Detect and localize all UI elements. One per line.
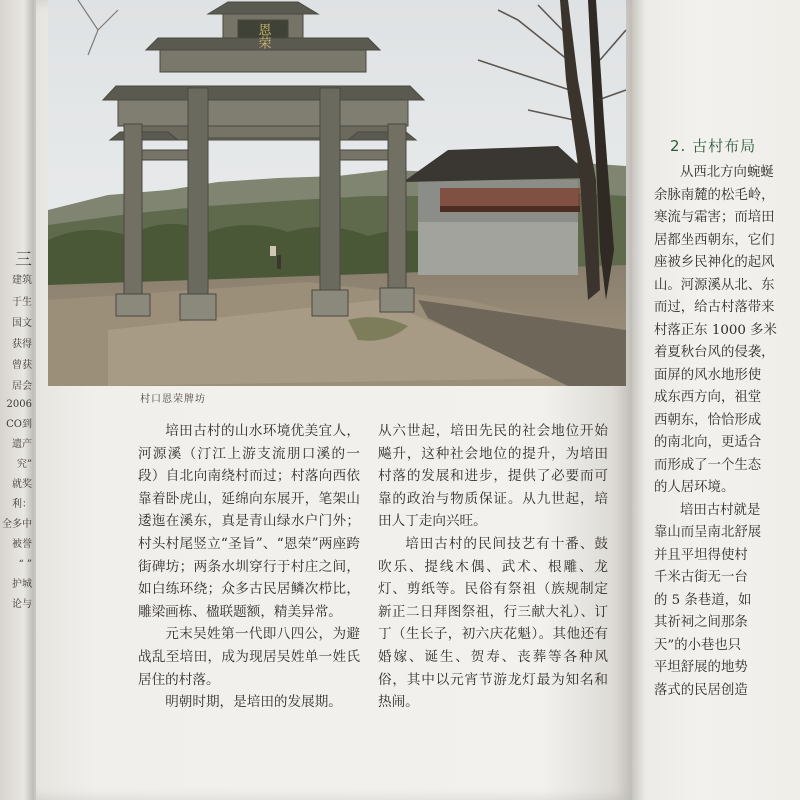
left-page-edge bbox=[0, 0, 34, 800]
left-page-fragment: “ ” bbox=[18, 559, 32, 570]
right-page-line: 村落正东 1000 多米 bbox=[654, 322, 777, 338]
right-page-line: 的人居环境。 bbox=[654, 480, 735, 495]
left-page-fragment: 论与 bbox=[12, 599, 32, 610]
paragraph-folk-arts: 培田古村的民间技艺有十番、鼓吹乐、提线木偶、武术、根雕、龙灯、剪纸等。民俗有祭祖（族规制定新正二日拜图祭祖，行三献大礼）、订丁（生长子，初六庆花魁）。其他还有婚嫁、诞生、贺寿、丧葬等各种风俗，其中以元宵节游龙灯最为知名和热闹。 bbox=[378, 535, 608, 711]
right-page-line: 并且平坦得使村 bbox=[654, 547, 748, 563]
right-page-line: 从西北方向蜿蜒 bbox=[680, 165, 774, 180]
plaque-text: 恩荣 bbox=[255, 23, 271, 49]
right-page-line: 座被乡民神化的起风 bbox=[654, 255, 775, 270]
right-page-line: 靠山而呈南北舒展 bbox=[654, 525, 762, 540]
right-page bbox=[632, 0, 800, 800]
paragraph-environment: 培田古村的山水环境优美宜人，河源溪（汀江上游支流朋口溪的一段）自北向南绕村而过；村落向西依靠着卧虎山，延绵向东展开，笔架山逶迤在溪东，真是青山绿水户门外；村头村尾竖立“圣旨”、“恩荣”两座跨街碑坊；两条水圳穿行于村庄之间，如白练环绕；众多古民居鳞次栉比，雕梁画栋、楹联题额，精美异常。 bbox=[138, 423, 360, 620]
left-page-fragment: 国文 bbox=[12, 318, 32, 329]
text-column-right bbox=[378, 420, 608, 714]
right-page-line: 成东西方向，祖堂 bbox=[654, 390, 762, 405]
left-page-char: 三 bbox=[15, 250, 32, 270]
paragraph-yuan-dynasty: 元末吴姓第一代即八四公，为避战乱至培田，成为现居吴姓单一姓氏居住的村落。 bbox=[138, 626, 360, 688]
left-page-fragment: 获得 bbox=[12, 339, 32, 350]
left-page-fragment: 曾获 bbox=[12, 360, 32, 371]
right-page-line: 山。河源溪从北、东 bbox=[654, 277, 775, 293]
text-column-left bbox=[138, 420, 360, 714]
right-page-line: 其祈祠之间那条 bbox=[654, 615, 748, 630]
left-page-fragment: 究” bbox=[16, 459, 32, 470]
section-title: 2. 古村布局 bbox=[670, 137, 757, 155]
left-page-fragment: 于生 bbox=[12, 297, 32, 308]
right-page-line: 的南北向，更适合 bbox=[654, 435, 762, 450]
right-page-line: 西朝东，恰恰形成 bbox=[654, 412, 762, 428]
main-page bbox=[36, 0, 632, 800]
right-page-line: 天”的小巷也只 bbox=[654, 637, 742, 653]
left-page-fragment: CO到 bbox=[6, 419, 32, 430]
paragraph-social-status: 从六世起，培田先民的社会地位开始飚升，这种社会地位的提升，为培田村落的发展和进步，提供了必要而可靠的政治与物质保证。从九世起，培田人丁走向兴旺。 bbox=[378, 423, 608, 530]
left-page-fragment: 就奖 bbox=[12, 479, 32, 490]
right-page-line: 余脉南麓的松毛岭， bbox=[654, 187, 775, 203]
right-page-line: 的 5 条巷道，如 bbox=[654, 592, 752, 608]
left-page-fragment: 全多中 bbox=[2, 519, 32, 530]
photo-caption: 村口恩荣牌坊 bbox=[140, 394, 206, 405]
memorial-archway-photo bbox=[48, 0, 626, 386]
right-page-line: 居都坐西朝东，它们 bbox=[654, 232, 775, 248]
right-page-line: 而形成了一个生态 bbox=[654, 457, 762, 473]
right-page-line: 千米古街无一台 bbox=[654, 570, 748, 585]
left-page-fragment: 2006 bbox=[6, 399, 32, 410]
left-page-fragment: 居会 bbox=[12, 381, 32, 392]
right-page-line: 着夏秋台风的侵袭， bbox=[654, 345, 775, 360]
left-page-fragment: 遗产 bbox=[12, 439, 32, 450]
right-page-line: 平坦舒展的地势 bbox=[654, 660, 748, 675]
right-page-text bbox=[654, 162, 800, 702]
paragraph-ming-dynasty: 明朝时期，是培田的发展期。 bbox=[165, 694, 342, 711]
left-page-fragment: 利： bbox=[12, 499, 32, 510]
right-page-line: 培田古村就是 bbox=[680, 502, 761, 518]
left-page-fragment: 被誉 bbox=[12, 539, 32, 550]
left-page-fragment: 建筑 bbox=[12, 275, 32, 286]
right-page-line: 落式的民居创造 bbox=[654, 682, 748, 698]
right-page-line: 寒流与霜害；而培田 bbox=[654, 210, 775, 225]
right-page-line: 而过，给古村落带来 bbox=[654, 300, 775, 315]
right-page-line: 面屏的风水地形使 bbox=[654, 367, 762, 383]
left-page-fragment: 护城 bbox=[12, 579, 32, 590]
